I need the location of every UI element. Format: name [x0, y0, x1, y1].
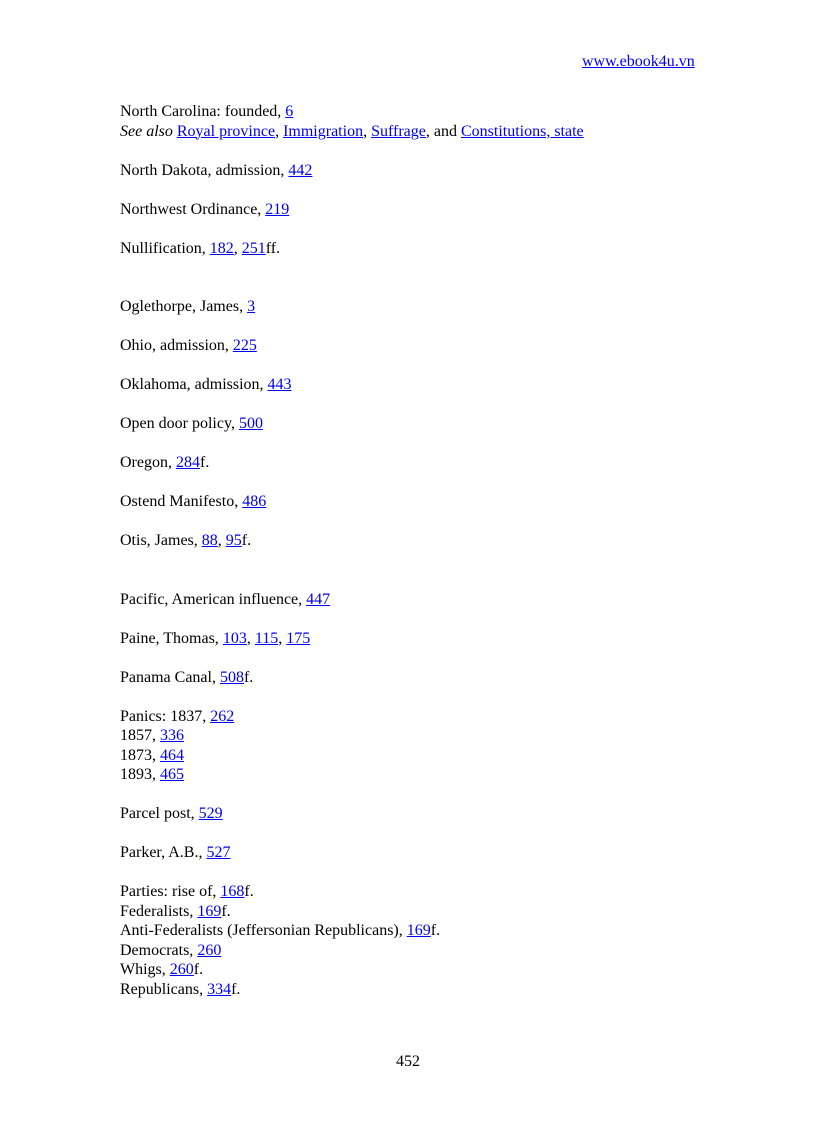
- page-reference-link[interactable]: 95: [225, 532, 242, 549]
- index-entry: [120, 336, 760, 356]
- index-text: ,: [217, 532, 226, 549]
- page-reference-link[interactable]: 88: [201, 532, 218, 549]
- page-reference-link[interactable]: 175: [286, 629, 311, 647]
- page-reference-link[interactable]: 169: [406, 922, 431, 939]
- index-entry: [120, 531, 760, 551]
- index-line: [120, 707, 760, 727]
- index-entry: [120, 102, 760, 141]
- index-line: [120, 960, 760, 980]
- index-text: Open door policy,: [120, 415, 239, 432]
- entry-spacer: [120, 473, 760, 493]
- page-reference-link[interactable]: 225: [232, 337, 257, 354]
- page-reference-link[interactable]: 334: [207, 980, 232, 998]
- page-reference-link[interactable]: 168: [220, 883, 245, 900]
- entry-spacer: [120, 180, 760, 200]
- index-line: [120, 453, 760, 473]
- index-text: Northwest Ordinance,: [120, 200, 266, 218]
- entry-spacer: [120, 551, 760, 590]
- entry-spacer: [120, 512, 760, 532]
- page-reference-link[interactable]: 443: [267, 376, 292, 393]
- index-text: ,: [275, 122, 284, 140]
- index-line: [120, 746, 760, 766]
- index-text: Panics: 1837,: [120, 707, 211, 725]
- index-line: [120, 414, 760, 434]
- page-reference-link[interactable]: 262: [210, 707, 235, 725]
- index-text: Whigs,: [120, 961, 170, 978]
- index-entries: [120, 102, 760, 999]
- page-reference-link[interactable]: Royal province: [176, 122, 276, 140]
- page-reference-link[interactable]: 442: [288, 161, 313, 179]
- index-text: ,: [246, 629, 255, 647]
- index-entry: [120, 668, 760, 688]
- index-text: Federalists,: [120, 902, 198, 920]
- entry-spacer: [120, 395, 760, 415]
- index-line: [120, 590, 760, 610]
- index-entry: [120, 453, 760, 473]
- entry-spacer: [120, 824, 760, 844]
- entry-spacer: [120, 434, 760, 454]
- index-text: f.: [241, 532, 252, 549]
- index-line: [120, 843, 760, 863]
- index-entry: [120, 843, 760, 863]
- index-text: Paine, Thomas,: [120, 629, 223, 647]
- index-line: [120, 239, 760, 259]
- entry-spacer: [120, 785, 760, 805]
- page-reference-link[interactable]: 486: [242, 493, 267, 510]
- page-reference-link[interactable]: 169: [197, 902, 222, 920]
- page-reference-link[interactable]: 3: [247, 298, 256, 315]
- page-reference-link[interactable]: 6: [285, 103, 294, 120]
- index-text: Oklahoma, admission,: [120, 376, 268, 393]
- page-reference-link[interactable]: Suffrage: [371, 122, 426, 140]
- page-reference-link[interactable]: 260: [169, 961, 194, 978]
- index-text: ,: [233, 239, 242, 257]
- entry-spacer: [120, 648, 760, 668]
- page-reference-link[interactable]: 527: [206, 844, 231, 861]
- index-text: f.: [221, 902, 231, 920]
- index-text: Otis, James,: [120, 532, 202, 549]
- index-text: ,: [363, 122, 372, 140]
- index-text: North Carolina: founded,: [120, 103, 286, 120]
- index-text: North Dakota, admission,: [120, 161, 289, 179]
- index-text: Oglethorpe, James,: [120, 298, 248, 315]
- entry-spacer: [120, 317, 760, 337]
- page-reference-link[interactable]: 115: [254, 629, 279, 647]
- index-text: f.: [231, 980, 241, 998]
- page-reference-link[interactable]: 251: [241, 239, 266, 257]
- index-text: Ostend Manifesto,: [120, 493, 243, 510]
- index-line: [120, 629, 760, 649]
- page-reference-link[interactable]: Constitutions, state: [460, 122, 584, 140]
- index-text: 1893,: [120, 766, 160, 783]
- index-line: [120, 531, 760, 551]
- index-text: Oregon,: [120, 454, 176, 471]
- index-line: [120, 336, 760, 356]
- page-reference-link[interactable]: 465: [160, 766, 184, 783]
- index-line: [120, 804, 760, 824]
- index-text: f.: [193, 961, 204, 978]
- entry-spacer: [120, 258, 760, 297]
- entry-spacer: [120, 141, 760, 161]
- index-text: Republicans,: [120, 980, 208, 998]
- page-reference-link[interactable]: 447: [306, 590, 331, 608]
- index-line: [120, 980, 760, 1000]
- page-reference-link[interactable]: 103: [222, 629, 247, 647]
- index-text: 1873,: [120, 746, 160, 764]
- index-entry: [120, 297, 760, 317]
- page-reference-link[interactable]: 260: [197, 941, 222, 959]
- index-text: , and: [425, 122, 461, 140]
- index-text: f.: [244, 883, 254, 900]
- index-entry: [120, 375, 760, 395]
- index-entry: [120, 239, 760, 259]
- site-link[interactable]: www.ebook4u.vn: [582, 53, 695, 70]
- index-entry: [120, 414, 760, 434]
- page-reference-link[interactable]: 182: [209, 239, 234, 257]
- index-line: [120, 297, 760, 317]
- page-reference-link[interactable]: Immigration: [283, 122, 364, 140]
- page-reference-link[interactable]: 284: [175, 454, 200, 471]
- entry-spacer: [120, 219, 760, 239]
- index-line: [120, 122, 760, 142]
- index-entry: [120, 590, 760, 610]
- index-text: ,: [278, 629, 287, 647]
- index-line: [120, 161, 760, 181]
- index-text: f.: [430, 922, 441, 939]
- index-entry: [120, 161, 760, 181]
- index-text: f.: [243, 668, 254, 686]
- index-entry: [120, 492, 760, 512]
- index-text: Ohio, admission,: [120, 337, 233, 354]
- page-reference-link[interactable]: 500: [238, 415, 263, 432]
- index-line: [120, 102, 760, 122]
- index-line: [120, 902, 760, 922]
- see-also-label: See also: [120, 122, 173, 140]
- index-text: Parties: rise of,: [120, 883, 221, 900]
- index-line: [120, 492, 760, 512]
- index-text: Parcel post,: [120, 805, 199, 822]
- page-reference-link[interactable]: 508: [219, 668, 244, 686]
- index-text: 1857,: [120, 727, 160, 744]
- index-text: Pacific, American influence,: [120, 590, 307, 608]
- index-text: f.: [199, 454, 210, 471]
- index-entry: [120, 707, 760, 785]
- index-text: Panama Canal,: [120, 668, 220, 686]
- index-line: [120, 726, 760, 746]
- page-number: 452: [396, 1053, 420, 1070]
- index-entry: [120, 200, 760, 220]
- index-text: Parker, A.B.,: [120, 844, 207, 861]
- index-line: [120, 882, 760, 902]
- entry-spacer: [120, 356, 760, 376]
- index-line: [120, 921, 760, 941]
- page-reference-link[interactable]: 219: [265, 200, 290, 218]
- index-line: [120, 375, 760, 395]
- index-text: Nullification,: [120, 239, 210, 257]
- index-line: [120, 668, 760, 688]
- index-line: [120, 200, 760, 220]
- index-entry: [120, 882, 760, 999]
- page-reference-link[interactable]: 529: [198, 805, 223, 822]
- index-text: ff.: [265, 239, 281, 257]
- entry-spacer: [120, 863, 760, 883]
- page-reference-link[interactable]: 336: [160, 727, 184, 744]
- index-line: [120, 941, 760, 961]
- index-text: Anti-Federalists (Jeffersonian Republicans),: [120, 922, 407, 939]
- index-text: Democrats,: [120, 941, 198, 959]
- index-line: [120, 765, 760, 785]
- index-entry: [120, 629, 760, 649]
- entry-spacer: [120, 609, 760, 629]
- entry-spacer: [120, 687, 760, 707]
- page-reference-link[interactable]: 464: [160, 746, 184, 764]
- index-entry: [120, 804, 760, 824]
